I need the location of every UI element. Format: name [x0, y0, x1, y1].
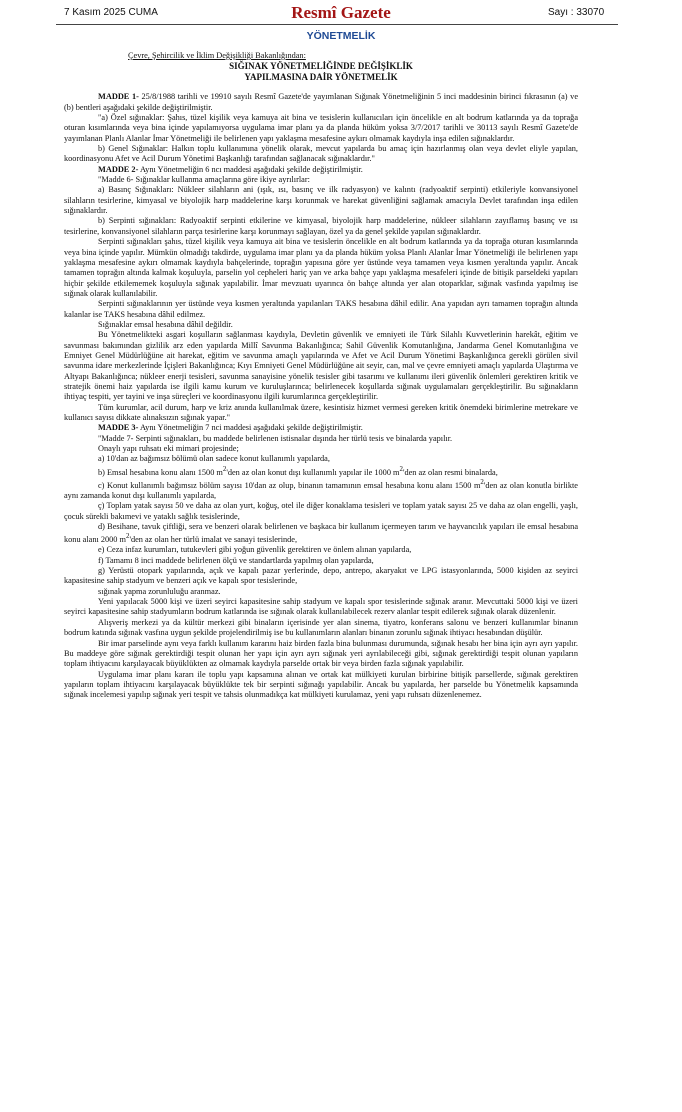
text-segment: 'den az olan konutla birlikte aynı zamanda konut dışı kullanımlı yapılarda,: [64, 480, 578, 500]
article-3-para-mass-housing: Uygulama imar planı kararı ile toplu yapı kapsamına alınan ve ortak kat mülkiyeti kurulan birbirine bitişik parsellerde, sığınak gerektiren yapıların toplam ihtiyacını karşılayacak büyüklükte tek bir serpinti sığınağı yapılabilir. Ancak bu yapılarda, her parselde bu Yönetmelik kapsamında sığınak incelemesi yapılıp sığınak yeri tespit ve tahsis olunmadıkça kat mülkiyeti kurulamaz, yeni yapı ruhsatı düzenlenemez.: [64, 669, 578, 700]
article-3-para-stadium: Yeni yapılacak 5000 kişi ve üzeri seyirci kapasitesine sahip stadyum ve kapalı spor tesislerinde sığınak aranır. Mevcuttaki 5000 kişi ve üzeri seyirci kapasitesine sahip stadyumların bodrum katlarında ise sığınak olarak kullanılabilecek rezerv alanlar tespit edilerek sığınak olarak düzenlenir.: [64, 597, 578, 617]
article-3-item-e: e) Ceza infaz kurumları, tutukevleri gibi yoğun güvenlik gerektiren ve önlem alınan yapılarda,: [98, 545, 412, 555]
header-rule: [56, 24, 618, 25]
text-segment: 'den az olan her türlü imalat ve sanayi tesislerinde,: [129, 535, 298, 545]
article-2-intro: [64, 165, 578, 175]
text-segment: d) Besihane, tavuk çiftliği, sera ve benzeri olarak belirlenen ve başkaca bir kullanım içermeyen tarım ve hayvancılık yapıları ile emsal hesabına konu alanı 2000 m: [64, 521, 578, 545]
article-2-text: Aynı Yönetmeliğin 6 ncı maddesi aşağıdaki şekilde değiştirilmiştir.: [138, 164, 363, 174]
article-2-para-5: Serpinti sığınaklarının yer üstünde veya kısmen yeraltında yapılanları TAKS hesabına dâhil edilir. Ana yapıdan ayrı tamamen toprağın altında kalanlar ise TAKS hesabına dâhil edilmez.: [64, 299, 578, 319]
article-2-para-6: Sığınaklar emsal hesabına dâhil değildir.: [98, 319, 233, 329]
article-1-item-a: "a) Özel sığınaklar: Şahıs, tüzel kişilik veya kamuya ait bina ve tesislerin kullanıcıları için öncelikle en alt bodrum katlarında ya da toprağa oturan kısımlarında veya bina içinde yapılamıyorsa uygulama imar planı ya da planda hüküm yoksa 3/7/2017 tarihli ve 30113 sayılı Resmî Gazete'de yayımlanan Planlı Alanlar İmar Yönetmeliği ile belirlenen yapı yaklaşma mesafesine aykırı olmamak kaydıyla inşa edilen sığınaklardır.: [64, 113, 578, 143]
article-1-label: MADDE 1-: [98, 92, 139, 102]
article-3-intro: [64, 423, 578, 433]
superscript: 2: [480, 478, 484, 486]
text-segment: b) Emsal hesabına konu alanı 1500 m: [98, 467, 223, 477]
article-3-item-d: [64, 522, 578, 545]
regulation-title-line-1: SIĞINAK YÖNETMELİĞİNDE DEĞİŞİKLİK: [229, 61, 413, 72]
masthead-title: Resmî Gazete: [291, 3, 391, 22]
spacer: [64, 82, 578, 92]
article-1-item-b: b) Genel Sığınaklar: Halkın toplu kullanımına yönelik olarak, mevcut yapılarda bu amaç için hazırlanmış olan veya devlet eliyle yapılan, koordinasyonu Afet ve Acil Durum Yönetimi Başkanlığı tarafından sağlanacak sığınaklardır.": [64, 144, 578, 164]
article-3-para-2: Onaylı yapı ruhsatı eki mimari projesinde;: [98, 444, 239, 454]
document-body: [64, 51, 578, 701]
issue-number: Sayı : 33070: [548, 7, 605, 18]
text-segment: 'den az olan resmi binalarda,: [402, 467, 498, 477]
article-3-text: Aynı Yönetmeliğin 7 nci maddesi aşağıdaki şekilde değiştirilmiştir.: [138, 423, 363, 433]
superscript: 2: [399, 465, 403, 473]
article-2-para-7: Bu Yönetmelikteki asgari koşulların sağlanması kaydıyla, Devletin güvenlik ve emniyeti ile Türk Silahlı Kuvvetlerinin harekât, eğitim ve savunması bakımından gizlilik arz eden yapılarda Millî Savunma Bakanlığınca; Sahil Güvenlik Komutanlığına, Jandarma Genel Komutanlığına ve Emniyet Genel Müdürlüğüne ait harekat, eğitim ve savunma amaçlı yapılarında ve Afet ve Acil Durum Yönetimi Başkanlığınca gerekli görülen sivil savunma idare merkezlerinde İçişleri Bakanlığınca; Kıyı Emniyeti Genel Müdürlüğüne ait seyir, can, mal ve çevre emniyeti amaçlı yapılarda Ulaştırma ve Altyapı Bakanlığınca; nükleer enerji tesisleri, savunma sanayisine yönelik tesisler gibi tasarımı ve kullanımı ileri güvenlik önlemleri gerektiren kritik ve stratejik önemi haiz yapılarda ise ilgili kamu kurum ve kuruluşlarınca; belirlenecek koşullarda sığınak uygulamaları gerçekleştirilir. Bu sığınakların ihtiyaç tespiti, yer tayini ve inşa süreçleri ve koordinasyonu ilgili kurumlarınca gerçekleştirilir.: [64, 330, 578, 402]
article-3-label: MADDE 3-: [98, 423, 139, 433]
article-3-para-exemption: sığınak yapma zorunluluğu aranmaz.: [98, 586, 221, 596]
text-segment: 'den az olan konut dışı kullanımlı yapılar ile 1000 m: [226, 467, 400, 477]
article-2-para-3: b) Serpinti sığınakları: Radyoaktif serpinti etkilerine ve kimyasal, biyolojik harp maddelerine, nükleer silahların zayıflamış basınç ve ısı tesirlerine, konvansiyonel silahların parça tesirlerine karşı korunmayı sağlayan, özel ya da genel şekilde yapılan sığınaklardır.: [64, 216, 578, 236]
article-2-para-8: Tüm kurumlar, acil durum, harp ve kriz anında kullanılmak üzere, kesintisiz hizmet vermesi gereken kritik önemdeki birimlerine metrekare ve kullanıcı sayısı dikkate alınaksızın sığınak yapar.": [64, 402, 578, 422]
article-3-para-mall: Alışveriş merkezi ya da kültür merkezi gibi binaların içerisinde yer alan sinema, tiyatro, konferans salonu ve benzeri kullanımlar binanın bodrum katında sığınak vasfına uygun şekilde projelendirilmiş ise bu kullanımların alanları binanın zorunlu sığınak ihtiyacı hesabından düşülür.: [64, 617, 578, 638]
superscript: 2: [126, 533, 130, 541]
text-segment: c) Konut kullanımlı bağımsız bölüm sayısı 10'dan az olup, binanın tamamının emsal hesabına konu alanı 1500 m: [98, 480, 481, 490]
article-1-text: 25/8/1988 tarihli ve 19910 sayılı Resmî Gazete'de yayımlanan Sığınak Yönetmeliğinin 5 inci maddesinin birinci fıkrasının (a) ve (b) bentleri aşağıdaki şekilde değiştirilmiştir.: [64, 92, 579, 112]
article-2-para-2: a) Basınç Sığınakları: Nükleer silahların ani (ışık, ısı, basınç ve ilk radyasyon) ve kalıntı (radyoaktif serpinti) etkileriyle konvansiyonel silahların tesirlerine, kimyasal ve biyolojik harp maddelerine karşı korunmak ve harekat güvenliğini sağlamak amacıyla Devlet tarafından inşa edilen sığınaklardır.: [64, 185, 578, 216]
section-title: YÖNETMELİK: [306, 30, 376, 42]
superscript: 2: [222, 465, 227, 473]
page-header: [0, 0, 682, 26]
issue-date: 7 Kasım 2025 CUMA: [64, 7, 158, 18]
ministry-line: Çevre, Şehircilik ve İklim Değişikliği Bakanlığından:: [128, 51, 306, 60]
article-3-item-g: g) Yerüstü otopark yapılarında, açık ve kapalı pazar yerlerinde, depo, antrepo, akaryakıt ve LPG istasyonlarında, 5000 kişiden az seyirci kapasitesine sahip stadyum ve benzeri açık ve kapalı spor tesislerinde,: [64, 566, 578, 586]
article-3-item-c: [64, 478, 578, 501]
article-3-para-parcel: Bir imar parselinde aynı veya farklı kullanım kararını haiz birden fazla bina bulunması durumunda, sığınak hesabı her bina için ayrı ayrı yapılır. Bu maddeye göre sığınak gerektirdiği tespit olunan her yapı için ayrı ayrı sığınak yeri ayrılabileceği gibi, sığınak gerektirdiği tespit olunan yapıların toplam ihtiyacını karşılayacak büyüklükten az olmamak kaydıyla parselde ortak bir veya birden fazla sığınak yapılabilir.: [64, 638, 578, 669]
article-3-item-b: [64, 465, 578, 478]
article-3-para-1: "Madde 7- Serpinti sığınakları, bu maddede belirlenen istisnalar dışında her türlü tesis ve binalarda yapılır.: [98, 433, 453, 443]
article-3-item-c-cedilla: ç) Toplam yatak sayısı 50 ve daha az olan yurt, koğuş, otel ile diğer konaklama tesisleri ve toplam yatak sayısı 25 ve daha az olan engelli, yaşlı, çocuk sürekli bakımevi ve yataklı sağlık tesislerinde,: [64, 501, 578, 521]
article-1-intro: [64, 92, 578, 113]
article-2-para-1: "Madde 6- Sığınaklar kullanma amaçlarına göre ikiye ayrılırlar:: [98, 175, 310, 185]
article-2-label: MADDE 2-: [98, 164, 139, 174]
article-3-item-a: a) 10'dan az bağımsız bölümü olan sadece konut kullanımlı yapılarda,: [98, 454, 330, 464]
regulation-title-line-2: YAPILMASINA DAİR YÖNETMELİK: [244, 71, 398, 82]
article-3-item-f: f) Tamamı 8 inci maddede belirlenen ölçü ve standartlarda yapılmış olan yapılarda,: [98, 555, 374, 565]
article-2-para-4: Serpinti sığınakları şahıs, tüzel kişilik veya kamuya ait bina ve tesislerin öncelikle en alt bodrum katlarında ya da toprağa oturan kısımlarında veya bina içinde yapılır. Mümkün olmadığı takdirde, uygulama imar planı ya da planda hüküm yoksa Planlı Alanlar İmar Yönetmeliği ile belirlenen yapı yaklaşma mesafesine aykırı olmamak kaydıyla bahçelerinde, toprağın yapısına göre yer üstünde veya tamamen veya kısmen yeraltında yapılır. Ancak tamamen toprağın altında kalmak koşuluyla, parselin yol cepheleri hariç yan ve arka bahçe yapı yaklaşma mesafeleri içinde de bitişik parseldeki yapıları hiçbir şekilde etkilememek koşuluyla sığınak yapılabilir. İmar mevzuatı uyarınca ön bahçe altında yer alan otoparklar, sığınak vasfında yapılmış ise sığınak olarak kullanılabilir.: [64, 237, 578, 298]
